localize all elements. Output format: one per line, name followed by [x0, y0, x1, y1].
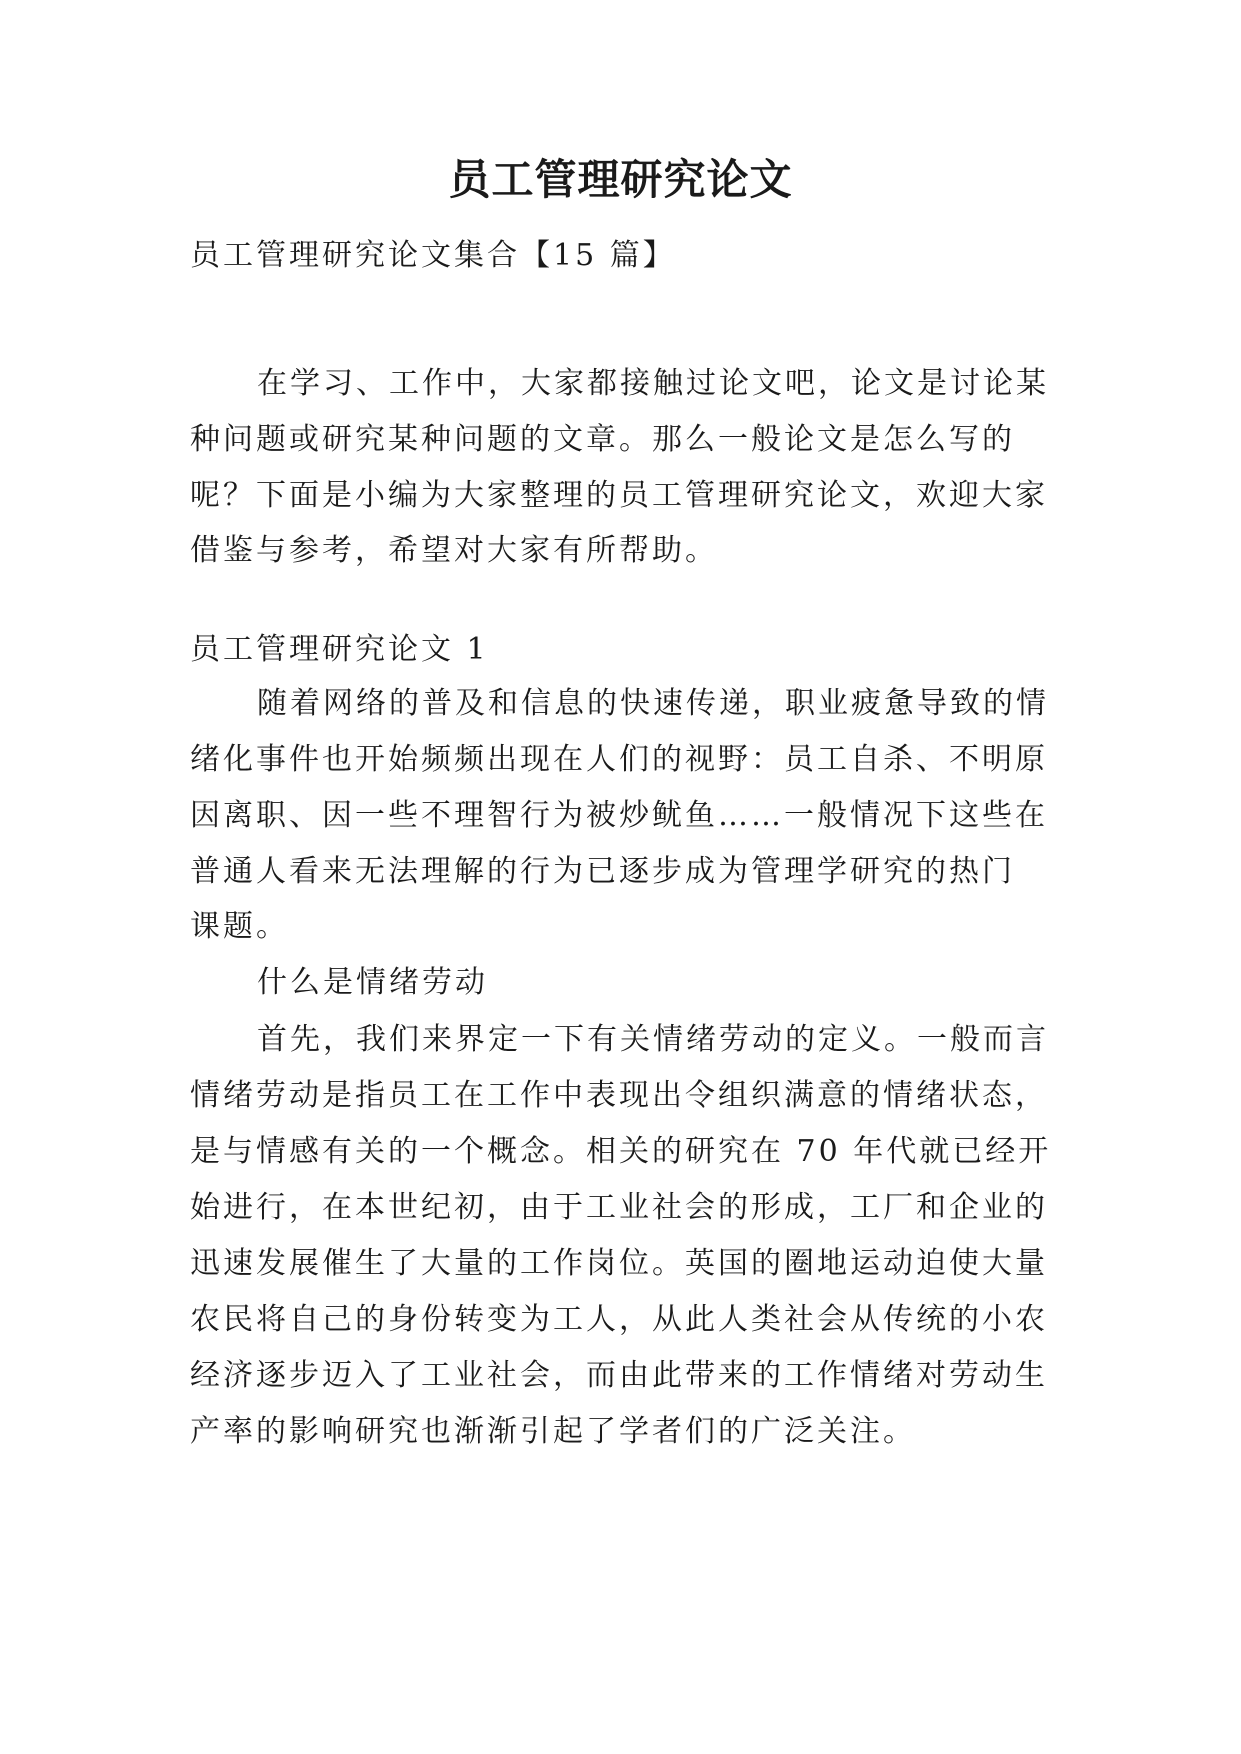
para1-line-2: 绪化事件也开始频频出现在人们的视野：员工自杀、不明原	[190, 742, 1048, 777]
para2-line-5: 迅速发展催生了大量的工作岗位。英国的圈地运动迫使大量	[190, 1246, 1048, 1281]
para1-line-3: 因离职、因一些不理智行为被炒鱿鱼……一般情况下这些在	[190, 798, 1048, 833]
para2-line-1: 首先，我们来界定一下有关情绪劳动的定义。一般而言	[257, 1022, 1049, 1057]
para2-line-2: 情绪劳动是指员工在工作中表现出令组织满意的情绪状态，	[190, 1078, 1048, 1113]
para1-line-5: 课题。	[190, 909, 289, 944]
intro-line-3: 呢？下面是小编为大家整理的员工管理研究论文，欢迎大家	[190, 478, 1048, 513]
para1-line-1: 随着网络的普及和信息的快速传递，职业疲惫导致的情	[257, 686, 1049, 721]
intro-line-1: 在学习、工作中，大家都接触过论文吧，论文是讨论某	[257, 366, 1049, 401]
para2-line-3: 是与情感有关的一个概念。相关的研究在 70 年代就已经开	[190, 1134, 1052, 1169]
para2-line-4: 始进行，在本世纪初，由于工业社会的形成，工厂和企业的	[190, 1190, 1048, 1225]
para2-line-7: 经济逐步迈入了工业社会，而由此带来的工作情绪对劳动生	[190, 1358, 1048, 1393]
para2-line-8: 产率的影响研究也渐渐引起了学者们的广泛关注。	[190, 1414, 916, 1449]
subheading-emotional-labor: 什么是情绪劳动	[257, 965, 488, 1000]
intro-line-4: 借鉴与参考，希望对大家有所帮助。	[190, 533, 718, 568]
intro-line-2: 种问题或研究某种问题的文章。那么一般论文是怎么写的	[190, 422, 1015, 457]
para1-line-4: 普通人看来无法理解的行为已逐步成为管理学研究的热门	[190, 854, 1015, 889]
para2-line-6: 农民将自己的身份转变为工人，从此人类社会从传统的小农	[190, 1302, 1048, 1337]
section-heading-1: 员工管理研究论文 1	[190, 632, 489, 667]
collection-heading: 员工管理研究论文集合【15 篇】	[190, 238, 676, 273]
page-title: 员工管理研究论文	[448, 155, 793, 204]
